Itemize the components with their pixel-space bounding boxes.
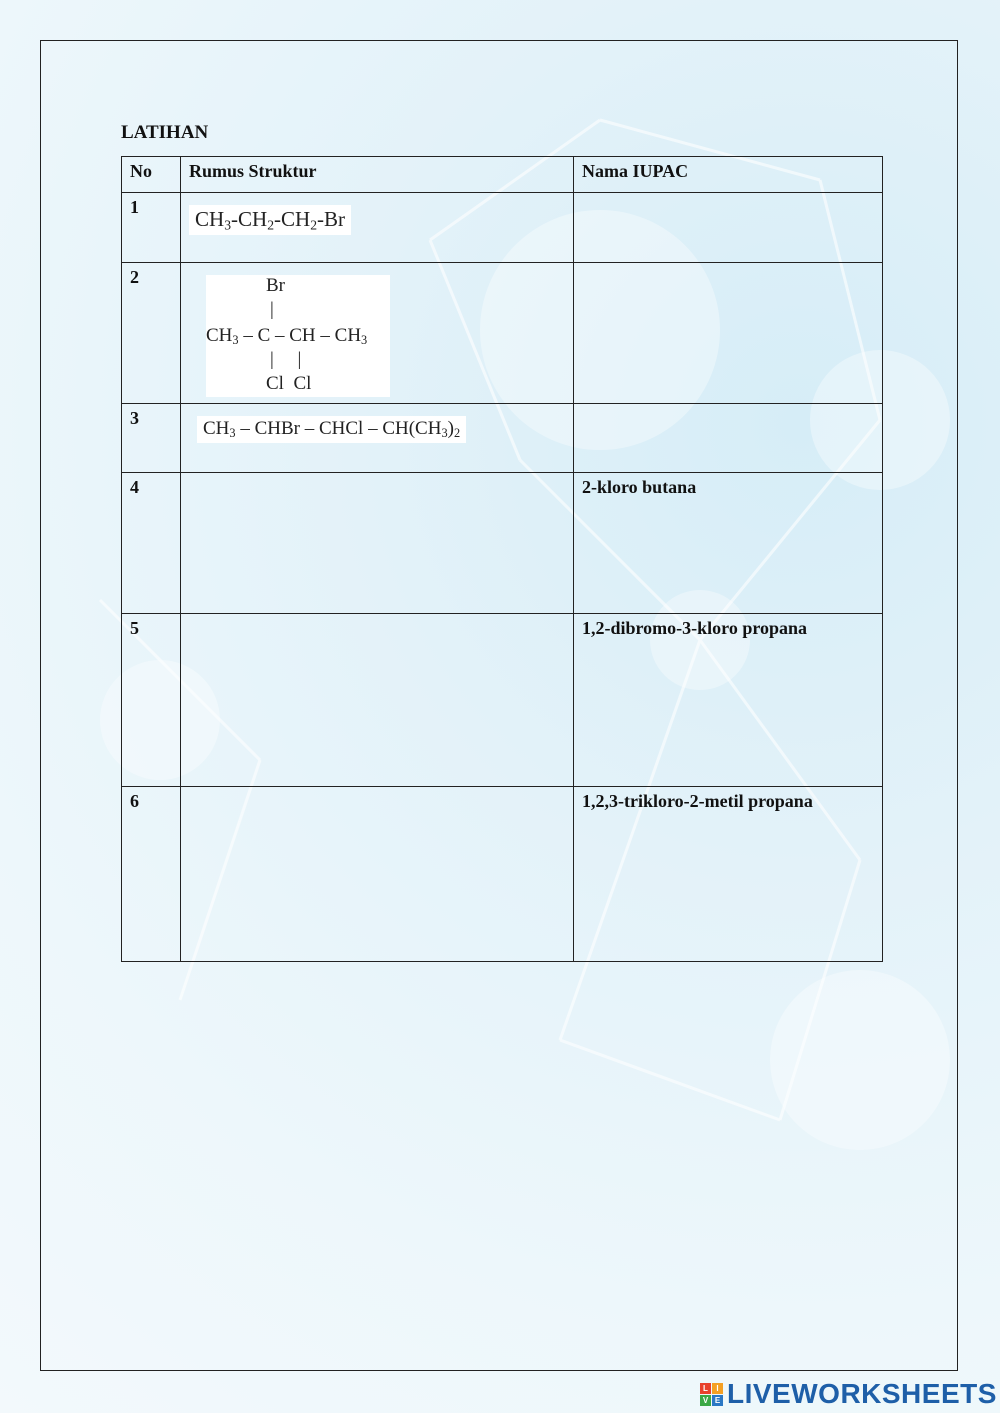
row-number: 1 xyxy=(122,193,181,263)
struct-main-chain: $CH_3$ – C – CH – $CH_3$ xyxy=(206,325,368,348)
table-row xyxy=(122,193,883,263)
struct-bond: | xyxy=(270,299,274,320)
formula-answer-cell[interactable] xyxy=(181,473,574,614)
formula-cell xyxy=(181,404,574,473)
logo-letter-i: I xyxy=(712,1383,723,1394)
table-header-row xyxy=(122,157,883,193)
iupac-name: 1,2-dibromo-3-kloro propana xyxy=(574,614,883,787)
struct-bottom-atoms: Cl Cl xyxy=(266,373,312,394)
row-number: 6 xyxy=(122,787,181,962)
row-number: 3 xyxy=(122,404,181,473)
iupac-name: 1,2,3-trikloro-2-metil propana xyxy=(574,787,883,962)
row-number: 4 xyxy=(122,473,181,614)
liveworksheets-logo xyxy=(700,1378,997,1410)
answer-cell[interactable] xyxy=(574,263,883,404)
formula-cell xyxy=(181,263,574,404)
logo-letter-l: L xyxy=(700,1383,711,1394)
worksheet-heading: LATIHAN xyxy=(121,122,209,143)
table-row xyxy=(122,473,883,614)
table-row xyxy=(122,614,883,787)
logo-text: LIVEWORKSHEETS xyxy=(727,1378,997,1409)
column-header-no: No xyxy=(122,157,181,193)
iupac-name: 2-kloro butana xyxy=(574,473,883,614)
table-row xyxy=(122,404,883,473)
row-number: 2 xyxy=(122,263,181,404)
answer-cell[interactable] xyxy=(574,193,883,263)
answer-cell[interactable] xyxy=(574,404,883,473)
table-row xyxy=(122,263,883,404)
logo-letter-e: E xyxy=(712,1395,723,1406)
formula-answer-cell[interactable] xyxy=(181,787,574,962)
row-number: 5 xyxy=(122,614,181,787)
formula-image: $CH_3-CH_2-CH_2-Br$ xyxy=(189,205,351,235)
structure-diagram xyxy=(206,275,390,397)
logo-mark-icon xyxy=(700,1383,723,1406)
struct-top-atom: Br xyxy=(266,275,285,296)
struct-bottom-bonds: | | xyxy=(270,349,302,370)
column-header-name: Nama IUPAC xyxy=(574,157,883,193)
exercise-table xyxy=(121,156,883,962)
formula-image: $CH_3$ – CHBr – CHCl – $CH(CH_3)_2$ xyxy=(197,416,466,443)
formula-answer-cell[interactable] xyxy=(181,614,574,787)
logo-letter-v: V xyxy=(700,1395,711,1406)
formula-cell xyxy=(181,193,574,263)
column-header-formula: Rumus Struktur xyxy=(181,157,574,193)
table-row xyxy=(122,787,883,962)
